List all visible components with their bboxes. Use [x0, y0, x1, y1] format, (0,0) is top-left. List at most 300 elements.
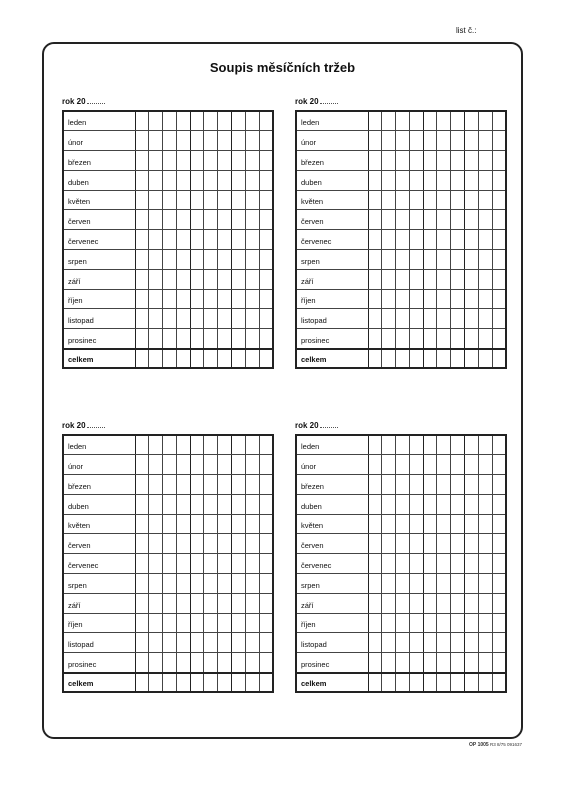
amount-cell[interactable]	[465, 613, 479, 633]
amount-cell[interactable]	[382, 190, 396, 210]
amount-cell[interactable]	[176, 289, 190, 309]
amount-cell[interactable]	[163, 574, 177, 594]
amount-cell[interactable]	[245, 633, 259, 653]
amount-cell[interactable]	[465, 574, 479, 594]
amount-cell[interactable]	[492, 494, 506, 514]
amount-cell[interactable]	[176, 534, 190, 554]
amount-cell[interactable]	[135, 329, 149, 349]
amount-cell[interactable]	[135, 170, 149, 190]
amount-cell[interactable]	[478, 593, 492, 613]
amount-cell[interactable]	[368, 269, 382, 289]
amount-cell[interactable]	[135, 613, 149, 633]
amount-cell[interactable]	[232, 534, 246, 554]
amount-cell[interactable]	[409, 131, 423, 151]
amount-cell[interactable]	[396, 514, 410, 534]
amount-cell[interactable]	[259, 230, 273, 250]
amount-cell[interactable]	[163, 329, 177, 349]
amount-cell[interactable]	[409, 673, 423, 693]
amount-cell[interactable]	[149, 170, 163, 190]
amount-cell[interactable]	[190, 131, 204, 151]
amount-cell[interactable]	[437, 111, 451, 131]
amount-cell[interactable]	[492, 554, 506, 574]
amount-cell[interactable]	[190, 230, 204, 250]
amount-cell[interactable]	[437, 329, 451, 349]
amount-cell[interactable]	[423, 435, 437, 455]
amount-cell[interactable]	[465, 269, 479, 289]
amount-cell[interactable]	[409, 574, 423, 594]
amount-cell[interactable]	[259, 190, 273, 210]
amount-cell[interactable]	[368, 593, 382, 613]
amount-cell[interactable]	[149, 151, 163, 171]
amount-cell[interactable]	[423, 633, 437, 653]
amount-cell[interactable]	[451, 111, 465, 131]
amount-cell[interactable]	[176, 309, 190, 329]
amount-cell[interactable]	[163, 111, 177, 131]
amount-cell[interactable]	[423, 349, 437, 369]
amount-cell[interactable]	[368, 111, 382, 131]
amount-cell[interactable]	[396, 170, 410, 190]
amount-cell[interactable]	[437, 534, 451, 554]
amount-cell[interactable]	[149, 514, 163, 534]
amount-cell[interactable]	[190, 210, 204, 230]
amount-cell[interactable]	[382, 289, 396, 309]
amount-cell[interactable]	[204, 574, 218, 594]
amount-cell[interactable]	[190, 289, 204, 309]
amount-cell[interactable]	[368, 210, 382, 230]
amount-cell[interactable]	[190, 349, 204, 369]
amount-cell[interactable]	[451, 613, 465, 633]
amount-cell[interactable]	[190, 673, 204, 693]
amount-cell[interactable]	[232, 269, 246, 289]
amount-cell[interactable]	[437, 673, 451, 693]
amount-cell[interactable]	[245, 250, 259, 270]
amount-cell[interactable]	[135, 633, 149, 653]
amount-cell[interactable]	[492, 593, 506, 613]
amount-cell[interactable]	[245, 309, 259, 329]
amount-cell[interactable]	[465, 111, 479, 131]
amount-cell[interactable]	[204, 653, 218, 673]
amount-cell[interactable]	[396, 230, 410, 250]
amount-cell[interactable]	[176, 673, 190, 693]
amount-cell[interactable]	[149, 673, 163, 693]
amount-cell[interactable]	[437, 554, 451, 574]
amount-cell[interactable]	[218, 289, 232, 309]
amount-cell[interactable]	[232, 131, 246, 151]
amount-cell[interactable]	[451, 455, 465, 475]
amount-cell[interactable]	[423, 269, 437, 289]
amount-cell[interactable]	[259, 329, 273, 349]
amount-cell[interactable]	[437, 514, 451, 534]
amount-cell[interactable]	[259, 250, 273, 270]
amount-cell[interactable]	[382, 329, 396, 349]
amount-cell[interactable]	[245, 455, 259, 475]
amount-cell[interactable]	[409, 653, 423, 673]
amount-cell[interactable]	[382, 435, 396, 455]
amount-cell[interactable]	[396, 494, 410, 514]
amount-cell[interactable]	[409, 514, 423, 534]
amount-cell[interactable]	[163, 349, 177, 369]
amount-cell[interactable]	[176, 613, 190, 633]
amount-cell[interactable]	[423, 455, 437, 475]
amount-cell[interactable]	[396, 593, 410, 613]
amount-cell[interactable]	[204, 494, 218, 514]
amount-cell[interactable]	[218, 514, 232, 534]
amount-cell[interactable]	[245, 554, 259, 574]
amount-cell[interactable]	[245, 435, 259, 455]
amount-cell[interactable]	[204, 673, 218, 693]
amount-cell[interactable]	[437, 593, 451, 613]
amount-cell[interactable]	[176, 230, 190, 250]
amount-cell[interactable]	[382, 494, 396, 514]
amount-cell[interactable]	[465, 475, 479, 495]
amount-cell[interactable]	[478, 475, 492, 495]
amount-cell[interactable]	[409, 633, 423, 653]
amount-cell[interactable]	[259, 514, 273, 534]
amount-cell[interactable]	[204, 633, 218, 653]
amount-cell[interactable]	[423, 653, 437, 673]
year-fill-in-line[interactable]	[87, 420, 105, 428]
amount-cell[interactable]	[382, 269, 396, 289]
amount-cell[interactable]	[259, 494, 273, 514]
amount-cell[interactable]	[465, 514, 479, 534]
amount-cell[interactable]	[396, 673, 410, 693]
amount-cell[interactable]	[232, 613, 246, 633]
amount-cell[interactable]	[135, 494, 149, 514]
amount-cell[interactable]	[163, 455, 177, 475]
amount-cell[interactable]	[409, 435, 423, 455]
amount-cell[interactable]	[218, 534, 232, 554]
amount-cell[interactable]	[382, 673, 396, 693]
amount-cell[interactable]	[218, 593, 232, 613]
amount-cell[interactable]	[204, 190, 218, 210]
amount-cell[interactable]	[232, 475, 246, 495]
amount-cell[interactable]	[409, 151, 423, 171]
amount-cell[interactable]	[465, 289, 479, 309]
amount-cell[interactable]	[232, 494, 246, 514]
amount-cell[interactable]	[492, 534, 506, 554]
amount-cell[interactable]	[451, 131, 465, 151]
amount-cell[interactable]	[437, 455, 451, 475]
amount-cell[interactable]	[135, 111, 149, 131]
amount-cell[interactable]	[409, 170, 423, 190]
amount-cell[interactable]	[437, 574, 451, 594]
amount-cell[interactable]	[396, 309, 410, 329]
amount-cell[interactable]	[204, 269, 218, 289]
amount-cell[interactable]	[465, 653, 479, 673]
amount-cell[interactable]	[368, 494, 382, 514]
amount-cell[interactable]	[204, 514, 218, 534]
amount-cell[interactable]	[492, 170, 506, 190]
amount-cell[interactable]	[245, 111, 259, 131]
amount-cell[interactable]	[149, 653, 163, 673]
amount-cell[interactable]	[163, 309, 177, 329]
amount-cell[interactable]	[218, 653, 232, 673]
amount-cell[interactable]	[409, 329, 423, 349]
amount-cell[interactable]	[437, 613, 451, 633]
amount-cell[interactable]	[409, 230, 423, 250]
amount-cell[interactable]	[478, 455, 492, 475]
amount-cell[interactable]	[204, 455, 218, 475]
amount-cell[interactable]	[163, 633, 177, 653]
amount-cell[interactable]	[190, 111, 204, 131]
amount-cell[interactable]	[396, 633, 410, 653]
amount-cell[interactable]	[368, 613, 382, 633]
amount-cell[interactable]	[465, 554, 479, 574]
amount-cell[interactable]	[437, 475, 451, 495]
amount-cell[interactable]	[465, 190, 479, 210]
amount-cell[interactable]	[149, 329, 163, 349]
amount-cell[interactable]	[451, 151, 465, 171]
amount-cell[interactable]	[382, 613, 396, 633]
amount-cell[interactable]	[218, 210, 232, 230]
amount-cell[interactable]	[190, 250, 204, 270]
amount-cell[interactable]	[396, 554, 410, 574]
amount-cell[interactable]	[232, 349, 246, 369]
amount-cell[interactable]	[423, 111, 437, 131]
amount-cell[interactable]	[259, 574, 273, 594]
amount-cell[interactable]	[492, 455, 506, 475]
amount-cell[interactable]	[176, 494, 190, 514]
amount-cell[interactable]	[368, 151, 382, 171]
amount-cell[interactable]	[190, 633, 204, 653]
amount-cell[interactable]	[382, 131, 396, 151]
amount-cell[interactable]	[396, 210, 410, 230]
amount-cell[interactable]	[232, 230, 246, 250]
amount-cell[interactable]	[478, 514, 492, 534]
amount-cell[interactable]	[396, 574, 410, 594]
amount-cell[interactable]	[437, 131, 451, 151]
amount-cell[interactable]	[190, 329, 204, 349]
amount-cell[interactable]	[149, 534, 163, 554]
amount-cell[interactable]	[135, 190, 149, 210]
amount-cell[interactable]	[190, 435, 204, 455]
amount-cell[interactable]	[437, 435, 451, 455]
amount-cell[interactable]	[163, 673, 177, 693]
amount-cell[interactable]	[396, 329, 410, 349]
amount-cell[interactable]	[135, 653, 149, 673]
amount-cell[interactable]	[478, 574, 492, 594]
amount-cell[interactable]	[368, 190, 382, 210]
amount-cell[interactable]	[190, 574, 204, 594]
amount-cell[interactable]	[492, 475, 506, 495]
amount-cell[interactable]	[478, 349, 492, 369]
amount-cell[interactable]	[492, 514, 506, 534]
amount-cell[interactable]	[149, 190, 163, 210]
amount-cell[interactable]	[368, 329, 382, 349]
amount-cell[interactable]	[232, 329, 246, 349]
amount-cell[interactable]	[176, 514, 190, 534]
amount-cell[interactable]	[135, 230, 149, 250]
amount-cell[interactable]	[423, 250, 437, 270]
amount-cell[interactable]	[382, 633, 396, 653]
amount-cell[interactable]	[423, 593, 437, 613]
amount-cell[interactable]	[259, 151, 273, 171]
amount-cell[interactable]	[218, 269, 232, 289]
amount-cell[interactable]	[163, 269, 177, 289]
amount-cell[interactable]	[204, 554, 218, 574]
amount-cell[interactable]	[259, 349, 273, 369]
amount-cell[interactable]	[135, 534, 149, 554]
amount-cell[interactable]	[382, 349, 396, 369]
amount-cell[interactable]	[204, 613, 218, 633]
amount-cell[interactable]	[259, 475, 273, 495]
amount-cell[interactable]	[465, 151, 479, 171]
amount-cell[interactable]	[149, 593, 163, 613]
amount-cell[interactable]	[423, 170, 437, 190]
amount-cell[interactable]	[149, 494, 163, 514]
amount-cell[interactable]	[259, 131, 273, 151]
amount-cell[interactable]	[190, 494, 204, 514]
amount-cell[interactable]	[478, 534, 492, 554]
amount-cell[interactable]	[218, 170, 232, 190]
amount-cell[interactable]	[382, 230, 396, 250]
amount-cell[interactable]	[492, 131, 506, 151]
amount-cell[interactable]	[259, 289, 273, 309]
amount-cell[interactable]	[478, 289, 492, 309]
amount-cell[interactable]	[190, 269, 204, 289]
amount-cell[interactable]	[135, 289, 149, 309]
amount-cell[interactable]	[190, 554, 204, 574]
amount-cell[interactable]	[382, 309, 396, 329]
amount-cell[interactable]	[232, 653, 246, 673]
amount-cell[interactable]	[423, 151, 437, 171]
amount-cell[interactable]	[176, 554, 190, 574]
amount-cell[interactable]	[492, 574, 506, 594]
amount-cell[interactable]	[465, 534, 479, 554]
amount-cell[interactable]	[368, 574, 382, 594]
amount-cell[interactable]	[478, 633, 492, 653]
amount-cell[interactable]	[451, 190, 465, 210]
amount-cell[interactable]	[492, 613, 506, 633]
amount-cell[interactable]	[204, 435, 218, 455]
amount-cell[interactable]	[368, 131, 382, 151]
amount-cell[interactable]	[245, 653, 259, 673]
amount-cell[interactable]	[245, 514, 259, 534]
amount-cell[interactable]	[451, 593, 465, 613]
amount-cell[interactable]	[176, 574, 190, 594]
amount-cell[interactable]	[465, 435, 479, 455]
amount-cell[interactable]	[478, 435, 492, 455]
amount-cell[interactable]	[259, 111, 273, 131]
amount-cell[interactable]	[492, 633, 506, 653]
year-fill-in-line[interactable]	[320, 420, 338, 428]
amount-cell[interactable]	[163, 289, 177, 309]
amount-cell[interactable]	[465, 170, 479, 190]
amount-cell[interactable]	[409, 250, 423, 270]
amount-cell[interactable]	[204, 329, 218, 349]
amount-cell[interactable]	[204, 170, 218, 190]
amount-cell[interactable]	[478, 250, 492, 270]
amount-cell[interactable]	[396, 250, 410, 270]
amount-cell[interactable]	[423, 210, 437, 230]
amount-cell[interactable]	[368, 309, 382, 329]
amount-cell[interactable]	[149, 250, 163, 270]
amount-cell[interactable]	[492, 269, 506, 289]
amount-cell[interactable]	[492, 435, 506, 455]
amount-cell[interactable]	[396, 475, 410, 495]
amount-cell[interactable]	[409, 190, 423, 210]
amount-cell[interactable]	[451, 574, 465, 594]
amount-cell[interactable]	[409, 269, 423, 289]
amount-cell[interactable]	[149, 230, 163, 250]
amount-cell[interactable]	[451, 250, 465, 270]
amount-cell[interactable]	[163, 435, 177, 455]
amount-cell[interactable]	[492, 349, 506, 369]
amount-cell[interactable]	[451, 653, 465, 673]
amount-cell[interactable]	[218, 673, 232, 693]
amount-cell[interactable]	[382, 554, 396, 574]
amount-cell[interactable]	[176, 250, 190, 270]
amount-cell[interactable]	[465, 633, 479, 653]
amount-cell[interactable]	[232, 593, 246, 613]
amount-cell[interactable]	[245, 613, 259, 633]
amount-cell[interactable]	[451, 170, 465, 190]
amount-cell[interactable]	[149, 633, 163, 653]
amount-cell[interactable]	[232, 190, 246, 210]
amount-cell[interactable]	[409, 534, 423, 554]
amount-cell[interactable]	[149, 289, 163, 309]
amount-cell[interactable]	[204, 349, 218, 369]
amount-cell[interactable]	[232, 574, 246, 594]
amount-cell[interactable]	[382, 210, 396, 230]
amount-cell[interactable]	[149, 309, 163, 329]
amount-cell[interactable]	[465, 494, 479, 514]
amount-cell[interactable]	[259, 593, 273, 613]
amount-cell[interactable]	[204, 151, 218, 171]
amount-cell[interactable]	[368, 170, 382, 190]
amount-cell[interactable]	[492, 289, 506, 309]
amount-cell[interactable]	[163, 250, 177, 270]
amount-cell[interactable]	[245, 131, 259, 151]
amount-cell[interactable]	[396, 190, 410, 210]
amount-cell[interactable]	[437, 653, 451, 673]
amount-cell[interactable]	[423, 534, 437, 554]
amount-cell[interactable]	[478, 673, 492, 693]
amount-cell[interactable]	[135, 475, 149, 495]
amount-cell[interactable]	[396, 534, 410, 554]
amount-cell[interactable]	[135, 554, 149, 574]
amount-cell[interactable]	[232, 633, 246, 653]
amount-cell[interactable]	[218, 475, 232, 495]
amount-cell[interactable]	[176, 633, 190, 653]
amount-cell[interactable]	[190, 455, 204, 475]
amount-cell[interactable]	[176, 151, 190, 171]
amount-cell[interactable]	[204, 250, 218, 270]
amount-cell[interactable]	[368, 633, 382, 653]
amount-cell[interactable]	[218, 613, 232, 633]
amount-cell[interactable]	[409, 289, 423, 309]
amount-cell[interactable]	[163, 170, 177, 190]
amount-cell[interactable]	[437, 151, 451, 171]
amount-cell[interactable]	[409, 494, 423, 514]
amount-cell[interactable]	[465, 309, 479, 329]
amount-cell[interactable]	[176, 653, 190, 673]
amount-cell[interactable]	[190, 190, 204, 210]
amount-cell[interactable]	[492, 250, 506, 270]
amount-cell[interactable]	[149, 435, 163, 455]
amount-cell[interactable]	[232, 309, 246, 329]
amount-cell[interactable]	[176, 190, 190, 210]
amount-cell[interactable]	[232, 455, 246, 475]
amount-cell[interactable]	[368, 673, 382, 693]
amount-cell[interactable]	[245, 289, 259, 309]
amount-cell[interactable]	[437, 349, 451, 369]
amount-cell[interactable]	[218, 230, 232, 250]
amount-cell[interactable]	[423, 190, 437, 210]
amount-cell[interactable]	[396, 613, 410, 633]
amount-cell[interactable]	[218, 151, 232, 171]
amount-cell[interactable]	[204, 210, 218, 230]
